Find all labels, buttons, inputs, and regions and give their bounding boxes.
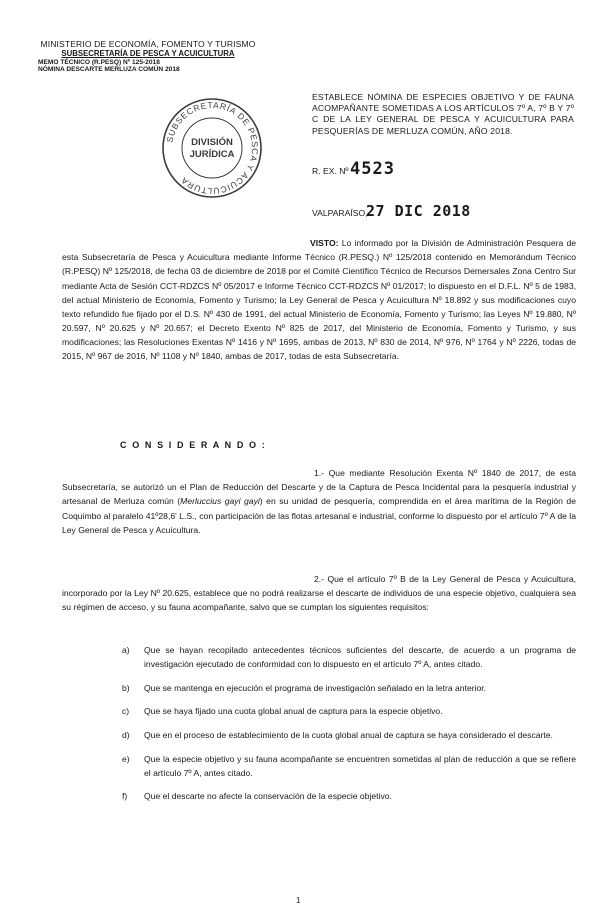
list-item bbox=[122, 790, 576, 804]
requirements-list bbox=[122, 644, 576, 814]
place-label: VALPARAÍSO, bbox=[312, 208, 368, 218]
list-item bbox=[122, 729, 576, 743]
place-date-line bbox=[312, 202, 471, 220]
list-item bbox=[122, 705, 576, 719]
considerando-1-post: ) en su unidad de pesquería, comprendida en el área marítima de la Región de Coquimbo al paralelo 41º28,6' L.S., con participación de las flotas artesanal e industrial, conforme lo dispuesto por el artículo 7º A de la Ley General de Pesca y Acuicultura. bbox=[62, 496, 576, 535]
item-letter: b) bbox=[122, 682, 130, 693]
stamp-center-line1: DIVISIÓN bbox=[191, 137, 233, 148]
item-text: Que en el proceso de establecimiento de la cuota global anual de captura se haya considerado el descarte. bbox=[144, 730, 553, 740]
undersecretariat-name: SUBSECRETARÍA DE PESCA Y ACUICULTURA bbox=[61, 48, 235, 58]
nomina-reference: NÓMINA DESCARTE MERLUZA COMÚN 2018 bbox=[38, 66, 180, 74]
division-juridica-stamp-icon bbox=[158, 94, 266, 202]
visto-text: Lo informado por la División de Administración Pesquera de esta Subsecretaría de Pesca y Acuicultura mediante Informe Técnico (R.PESQ.) Nº 125/2018 contenido en Memorándum Técnico (R.PESQ) Nº 125/2018, de fecha 03 de diciembre de 2018 por el Comité Científico Técnico de Recursos Demersales Zona Centro Sur mediante Acta de Sesión CCT-RDZCS Nº 05/2017 e Informe Técnico CCT-RDZCS Nº 01/2017; lo dispuesto en el D.F.L. Nº 5 de 1983, del actual Ministerio de Economía, Fomento y Turismo; la Ley General de Pesca y Acuicultura Nº 18.892 y sus modificaciones cuyo texto refundido fue fijado por el D.S. Nº 430 de 1991, del actual Ministerio de Economía, Fomento y Turismo; las Leyes Nº 19.880, Nº 20.597, Nº 20.625 y Nº 20.657; el Decreto Exento Nº 825 de 2017, del Ministerio de Economía, Fomento y Turismo, y sus modificaciones; las Resoluciones Exentas Nº 1416 y Nº 1695, ambas de 2013, Nº 830 de 2014, Nº 976, Nº 1764 y Nº 2226, todas de 2015, Nº 967 de 2016, Nº 1108 y Nº 1840, ambas de 2017, todas de esta Subsecretaría. bbox=[62, 238, 576, 362]
item-letter: e) bbox=[122, 753, 130, 764]
list-item bbox=[122, 644, 576, 672]
resolution-label: R. EX. Nº bbox=[312, 166, 349, 176]
item-text: Que el descarte no afecte la conservación de la especie objetivo. bbox=[144, 791, 392, 802]
considerando-paragraph-1 bbox=[62, 466, 576, 537]
item-letter: c) bbox=[122, 706, 130, 717]
page-number: 1 bbox=[296, 896, 301, 905]
ministry-name: MINISTERIO DE ECONOMÍA, FOMENTO Y TURISMO bbox=[40, 39, 256, 49]
stamp-ring-text: SUBSECRETARÍA DE PESCA Y ACUICULTURA bbox=[164, 99, 261, 197]
stamp-center-line2: JURÍDICA bbox=[189, 149, 235, 160]
resolution-number-line bbox=[312, 159, 395, 179]
item-text: Que se haya fijado una cuota global anual de captura para la especie objetivo. bbox=[144, 706, 443, 717]
item-text: Que se mantenga en ejecución el programa de investigación señalado en la letra anterior. bbox=[144, 682, 487, 693]
visto-label: VISTO: bbox=[310, 238, 339, 248]
visto-paragraph bbox=[62, 236, 576, 364]
item-letter: d) bbox=[122, 730, 130, 740]
list-item bbox=[122, 753, 576, 781]
memo-reference: MEMO TÉCNICO (R.PESQ) Nº 125-2018 bbox=[38, 58, 160, 66]
item-letter: f) bbox=[122, 791, 128, 802]
considerando-paragraph-2: 2.- Que el artículo 7º B de la Ley General de Pesca y Acuicultura, incorporado por la Ley Nº 20.625, establece que no podrá realizarse el descarte de individuos de una especie objetivo, cualquiera sea su régimen de acceso, y su fauna acompañante, salvo que se cumplan los siguientes requisitos: bbox=[62, 574, 576, 613]
considerando-heading: C O N S I D E R A N D O : bbox=[120, 440, 267, 450]
considerando-1-pre: 1.- Que mediante Resolución Exenta Nº 1840 de 2017, de esta Subsecretaría, se autorizó un el Plan de Reducción del Descarte y de la Captura de Pesca Incidental para la pesquería industrial y artesanal de Merluza común ( bbox=[62, 468, 576, 507]
list-item bbox=[122, 682, 576, 696]
item-text: Que se hayan recopilado antecedentes técnicos suficientes del descarte, de acuerdo a un programa de investigación ejecutado de conformidad con lo dispuesto en el artículo 7º A, antes citado. bbox=[144, 645, 576, 669]
resolution-subject: ESTABLECE NÓMINA DE ESPECIES OBJETIVO Y DE FAUNA ACOMPAÑANTE SOMETIDAS A LOS ARTÍCULOS 7º A, 7º B Y 7º C DE LA LEY GENERAL DE PESCA Y ACUICULTURA PARA PESQUERÍAS DE MERLUZA COMÚN, AÑO 2018. bbox=[312, 92, 574, 136]
species-name: Merluccius gayi gayi bbox=[180, 496, 260, 507]
item-text: Que la especie objetivo y su fauna acompañante se encuentren sometidas al plan de reducción a que se refiere el artículo 7º A, antes citado. bbox=[144, 753, 576, 778]
resolution-date: 27 DIC 2018 bbox=[366, 202, 471, 220]
resolution-number: 4523 bbox=[350, 159, 395, 179]
item-letter: a) bbox=[122, 645, 130, 655]
letterhead bbox=[28, 40, 268, 74]
